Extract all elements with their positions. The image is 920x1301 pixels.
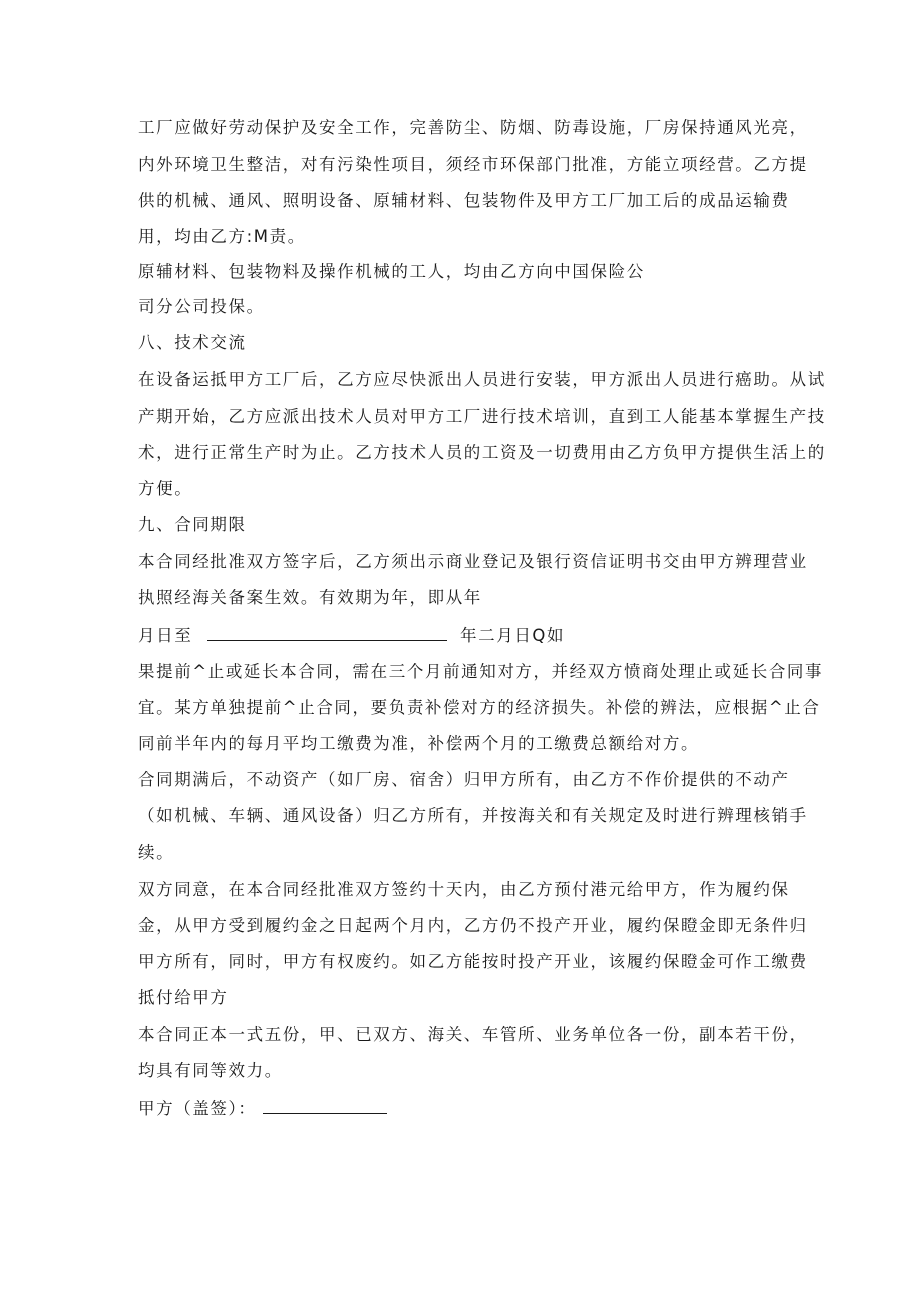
paragraph-line: 均具有同等效力。: [138, 1061, 283, 1080]
paragraph-line: 执照经海关备案生效。有效期为年，即从年: [138, 588, 482, 607]
paragraph-line: 同前半年内的每月平均工缴费为准，补偿两个月的工缴费总额给对方。: [138, 734, 700, 753]
paragraph-line: 内外环境卫生整洁，对有污染性项目，须经市环保部门批准，方能立项经营。乙方提: [138, 155, 808, 174]
paragraph-line: 司分公司投保。: [138, 297, 265, 316]
paragraph-line: 抵付给甲方: [138, 988, 229, 1007]
signature-label: 甲方（盖签）：: [138, 1099, 257, 1118]
date-line-prefix: 月日至: [138, 626, 193, 645]
date-line-suffix: 年二月日Q如: [460, 626, 566, 645]
paragraph-line: 续。: [138, 843, 175, 862]
signature-line: [138, 1098, 387, 1119]
section-heading: 九、合同期限: [138, 515, 247, 534]
paragraph-line: 工厂应做好劳动保护及安全工作，完善防尘、防烟、防毒设施，厂房保持通风光亮，: [138, 118, 808, 137]
paragraph-line: 产期开始，乙方应派出技术人员对甲方工厂进行技术培训，直到工人能基本掌握生产技: [138, 407, 826, 426]
date-blank: [207, 625, 447, 641]
paragraph-line: 果提前^止或延长本合同，需在三个月前通知对方，并经双方愤商处理止或延长合同事: [138, 662, 824, 681]
paragraph-line: 双方同意，在本合同经批准双方签约十天内，由乙方预付港元给甲方，作为履约保: [138, 880, 790, 899]
paragraph-line: 方便。: [138, 479, 193, 498]
paragraph-line: （如机械、车辆、通风设备）归乙方所有，并按海关和有关规定及时进行辨理核销手: [138, 806, 808, 825]
paragraph-line: 宜。某方单独提前^止合同，要负责补偿对方的经济损失。补偿的辨法，应根据^止合: [138, 698, 821, 717]
date-line: [138, 625, 565, 646]
paragraph-line: 金，从甲方受到履约金之日起两个月内，乙方仍不投产开业，履约保瞪金即无条件归: [138, 916, 808, 935]
paragraph-line: 原辅材料、包装物料及操作机械的工人，均由乙方向中国保险公: [138, 262, 645, 281]
section-heading: 八、技术交流: [138, 333, 247, 352]
paragraph-line: 在设备运抵甲方工厂后，乙方应尽快派出人员进行安装，甲方派出人员进行癌助。从试: [138, 370, 826, 389]
paragraph-line: 合同期满后，不动资产（如厂房、宿舍）归甲方所有，由乙方不作价提供的不动产: [138, 770, 790, 789]
paragraph-line: 本合同经批准双方签字后，乙方须出示商业登记及银行资信证明书交由甲方辨理营业: [138, 552, 808, 571]
paragraph-line: 术，进行正常生产时为止。乙方技术人员的工资及一切费用由乙方负甲方提供生活上的: [138, 443, 826, 462]
signature-blank: [263, 1098, 387, 1114]
paragraph-line: 用，均由乙方:M责。: [138, 227, 306, 246]
paragraph-line: 供的机械、通风、照明设备、原辅材料、包装物件及甲方工厂加工后的成品运输费: [138, 191, 790, 210]
paragraph-line: 本合同正本一式五份，甲、已双方、海关、车管所、业务单位各一份，副本若干份，: [138, 1025, 808, 1044]
paragraph-line: 甲方所有，同时，甲方有权废约。如乙方能按时投产开业，该履约保瞪金可作工缴费: [138, 952, 808, 971]
